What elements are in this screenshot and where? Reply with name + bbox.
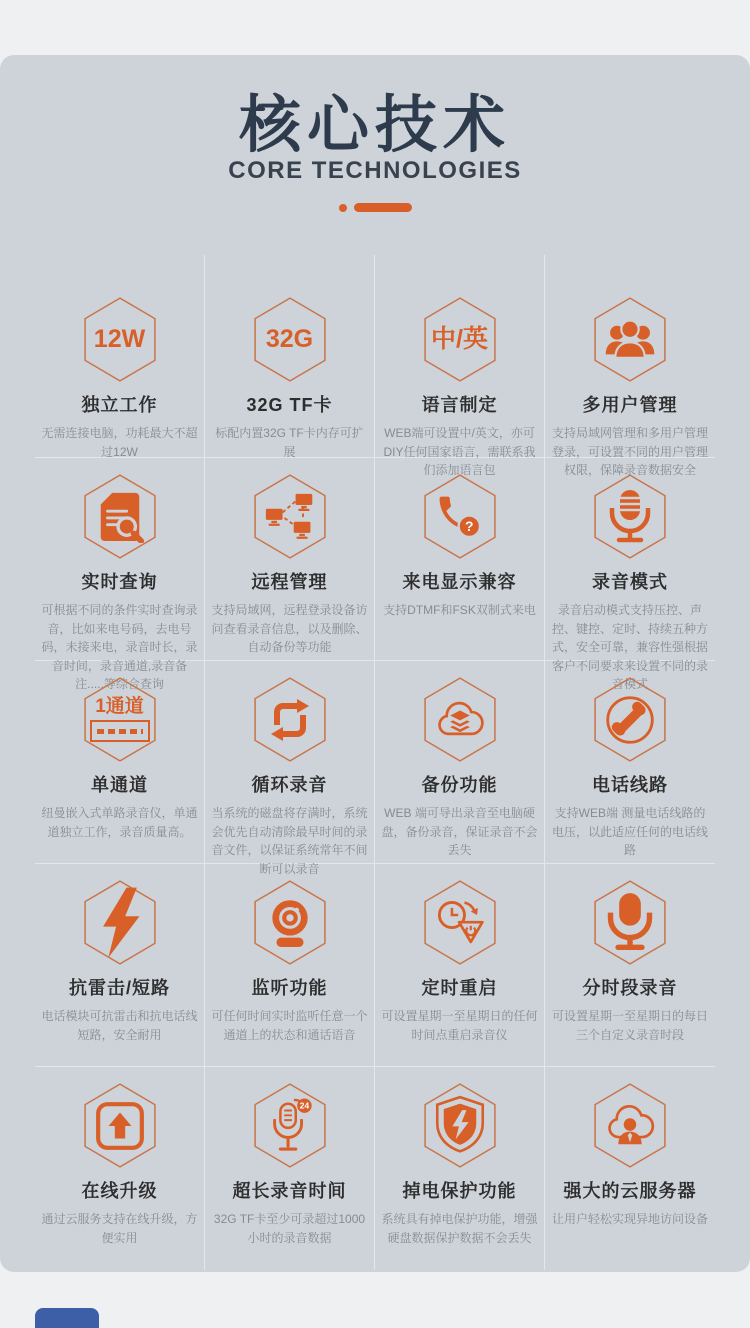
webcam-icon <box>264 895 316 949</box>
hexagon-badge <box>592 297 668 382</box>
feature-title: 来电显示兼容 <box>402 572 517 592</box>
feature-title: 在线升级 <box>81 1181 158 1201</box>
feature-card <box>375 255 545 478</box>
hexagon-badge <box>252 474 328 559</box>
feature-card <box>205 1067 375 1270</box>
next-section-peek <box>35 1308 99 1328</box>
document-search-icon <box>94 490 146 544</box>
feature-title: 录音模式 <box>592 572 668 592</box>
feature-card <box>545 864 715 1067</box>
feature-description: 通过云服务支持在线升级，方便实用 <box>41 1212 198 1245</box>
feature-description: 让用户轻松实现异地访问设备 <box>551 1212 708 1226</box>
hex-label: 中/英 <box>431 325 488 354</box>
network-icon <box>264 492 316 540</box>
hexagon-badge <box>422 677 498 762</box>
feature-card <box>545 661 715 864</box>
feature-description: 可设置星期一至星期日的任何时间点重启录音仪 <box>381 1009 538 1042</box>
upgrade-icon <box>94 1100 146 1152</box>
feature-card <box>375 458 545 661</box>
hexagon-badge <box>592 880 668 965</box>
feature-description: 系统具有掉电保护功能，增强硬盘数据保护数据不会丢失 <box>381 1212 538 1245</box>
feature-card <box>545 458 715 692</box>
feature-card <box>205 255 375 458</box>
feature-card <box>545 255 715 478</box>
cloud-layers-icon <box>434 698 486 741</box>
feature-card <box>35 661 205 864</box>
features-grid <box>35 255 715 1270</box>
feature-card <box>205 458 375 661</box>
feature-description: 无需连接电脑，功耗最大不超过12W <box>41 426 198 459</box>
divider-dot <box>339 204 347 212</box>
feature-description: WEB端可设置中/英文，亦可DIY任何国家语言，需联系我们添加语言包 <box>383 426 536 478</box>
feature-title: 备份功能 <box>421 775 498 795</box>
hexagon-badge <box>252 297 328 382</box>
feature-card <box>205 864 375 1067</box>
feature-description: WEB 端可导出录音至电脑硬盘，备份录音，保证录音不会丢失 <box>381 806 538 858</box>
section-subtitle: CORE TECHNOLOGIES <box>228 157 522 184</box>
cloud-user-icon <box>604 1103 656 1148</box>
core-technologies-section <box>0 55 750 1272</box>
feature-description: 电话模块可抗雷击和抗电话线短路，安全耐用 <box>41 1009 198 1042</box>
phone-circle-icon <box>604 694 656 746</box>
bottom-band <box>0 1272 750 1328</box>
feature-card <box>35 1067 205 1270</box>
feature-description: 支持局域网，远程登录设备访问查看录音信息，以及删除、自动备份等功能 <box>211 603 368 655</box>
feature-card <box>375 1067 545 1270</box>
feature-description: 支持局域网管理和多用户管理登录，可设置不同的用户管理权限，保障录音数据安全 <box>551 426 708 478</box>
feature-title: 分时段录音 <box>582 978 678 998</box>
feature-title: 32G TF卡 <box>246 395 333 415</box>
hexagon-badge <box>422 474 498 559</box>
feature-title: 抗雷击/短路 <box>68 978 170 998</box>
feature-description: 32G TF卡至少可录超过1000小时的录音数据 <box>213 1212 366 1245</box>
hexagon-badge <box>592 1083 668 1168</box>
loop-arrows-icon <box>264 698 316 742</box>
feature-title: 监听功能 <box>251 978 328 998</box>
timer-restart-icon <box>434 898 486 946</box>
hexagon-badge <box>82 1083 158 1168</box>
hexagon-badge <box>82 677 158 762</box>
feature-card <box>35 255 205 458</box>
hexagon-badge <box>252 677 328 762</box>
hexagon-badge <box>82 474 158 559</box>
feature-title: 语言制定 <box>421 395 498 415</box>
hexagon-badge <box>422 297 498 382</box>
hexagon-badge <box>252 1083 328 1168</box>
feature-card <box>35 864 205 1067</box>
feature-card <box>375 864 545 1067</box>
feature-description: 可设置星期一至星期日的每日三个自定义录音时段 <box>551 1009 708 1042</box>
feature-description: 可任何时间实时监听任意一个通道上的状态和通话语音 <box>211 1009 368 1042</box>
feature-title: 强大的云服务器 <box>563 1181 697 1201</box>
feature-title: 多用户管理 <box>582 395 678 415</box>
lightning-icon <box>94 885 146 960</box>
divider-bar <box>354 203 412 212</box>
feature-description: 支持WEB端 测量电话线路的电压，以此适应任何的电话线路 <box>551 806 708 858</box>
hexagon-badge <box>252 880 328 965</box>
section-title: 核心技术 <box>238 91 511 160</box>
hexagon-badge <box>422 1083 498 1168</box>
hex-label: 12W <box>93 325 146 354</box>
section-divider <box>0 203 750 212</box>
shield-lightning-icon <box>434 1095 486 1156</box>
feature-title: 单通道 <box>91 775 148 795</box>
hexagon-badge <box>82 880 158 965</box>
feature-description: 支持DTMF和FSK双制式来电 <box>383 603 536 617</box>
channel-dashes <box>90 720 150 742</box>
hexagon-badge <box>82 297 158 382</box>
phone-question-icon <box>434 491 486 543</box>
feature-card <box>35 458 205 692</box>
users-icon <box>604 318 656 361</box>
feature-description: 录音启动模式支持压控、声控、键控、定时、持续五种方式，安全可靠，兼容性强根据客户不同要求来设置不同的录音模式 <box>551 603 708 692</box>
feature-card <box>545 1067 715 1270</box>
feature-card <box>375 661 545 864</box>
feature-description: 标配内置32G TF卡内存可扩展 <box>215 426 364 459</box>
hexagon-badge <box>422 880 498 965</box>
mic-24h-icon <box>264 1098 316 1154</box>
feature-title: 掉电保护功能 <box>402 1181 517 1201</box>
feature-title: 循环录音 <box>251 775 328 795</box>
feature-description: 纽曼嵌入式单路录音仪，单通道独立工作，录音质量高。 <box>41 806 198 839</box>
svg-text:24: 24 <box>299 1100 309 1111</box>
hex-label: 32G <box>265 325 314 354</box>
hexagon-badge <box>592 474 668 559</box>
feature-card <box>205 661 375 876</box>
svg-text:?: ? <box>464 517 474 534</box>
feature-title: 超长录音时间 <box>232 1181 347 1201</box>
feature-title: 定时重启 <box>421 978 498 998</box>
channel-count-label: 1通道 <box>95 695 144 717</box>
feature-description: 可根据不同的条件实时查询录音，比如来电号码，去电号码，未接来电，录音时长，录音时间，录音通道,录音备注.....等综合查询 <box>41 603 198 692</box>
microphone-striped-icon <box>604 488 656 546</box>
feature-title: 实时查询 <box>81 572 158 592</box>
feature-description: 当系统的磁盘将存满时，系统会优先自动清除最早时间的录音文件，以保证系统常年不间断可以录音 <box>211 806 368 876</box>
feature-title: 独立工作 <box>81 395 158 415</box>
microphone-solid-icon <box>604 891 656 954</box>
hexagon-badge <box>592 677 668 762</box>
feature-title: 远程管理 <box>251 572 328 592</box>
feature-title: 电话线路 <box>592 775 668 795</box>
